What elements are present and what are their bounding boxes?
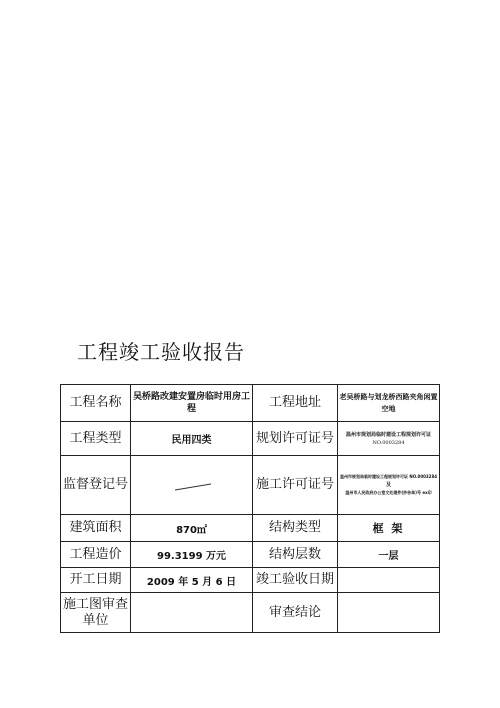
label-construction-permit: 施工许可证号 [253,456,338,515]
label-floor-count: 结构层数 [253,542,338,568]
table-row [61,593,440,633]
value-project-cost: 99.3199 万元 [131,542,253,568]
label-project-type: 工程类型 [61,422,131,456]
report-table [60,384,440,633]
value-building-area: 870㎡ [131,515,253,542]
value-project-type: 民用四类 [131,422,253,456]
blank-slash-mark [131,456,253,514]
value-review-unit [131,593,253,633]
value-project-name: 吴桥路改建安置房临时用房工程 [131,385,253,422]
label-project-address: 工程地址 [253,385,338,422]
table-row [61,385,440,422]
value-review-conclusion [338,593,440,633]
construction-permit-line2: 及 [385,482,391,488]
label-completion-date: 竣工验收日期 [253,568,338,593]
table-row [61,542,440,568]
label-building-area: 建筑面积 [61,515,131,542]
table-row [61,422,440,456]
value-start-date: 2009 年 5 月 6 日 [131,568,253,593]
value-project-address: 老吴桥路与划龙桥西路夹角闲置空地 [338,385,440,422]
label-start-date: 开工日期 [61,568,131,593]
label-review-unit-line2: 单位 [82,612,109,628]
construction-permit-line3: 温州市人民政府办公室文处理件(抄告单)号 ex印 [345,490,432,495]
label-project-cost: 工程造价 [61,542,131,568]
planning-permit-line1: 温州市规划局临时建设工程规划许可证 [345,431,431,438]
value-completion-date [338,568,440,593]
table-row [61,456,440,515]
label-review-conclusion: 审查结论 [253,593,338,633]
value-construction-permit [338,456,440,515]
table-row [61,515,440,542]
label-structure-type: 结构类型 [253,515,338,542]
label-review-unit [61,593,131,633]
construction-permit-line1: 温州市规划局临时建设工程规划许可证 NO.0003284 [339,474,438,479]
table-row [61,568,440,593]
label-review-unit-line1: 施工图审查 [62,596,128,612]
label-planning-permit: 规划许可证号 [253,422,338,456]
value-floor-count: 一层 [338,542,440,568]
value-planning-permit [338,422,440,456]
planning-permit-line2: NO.0003284 [372,439,405,446]
label-project-name: 工程名称 [61,385,131,422]
value-structure-type: 框 架 [338,515,440,542]
report-title: 工程竣工验收报告 [77,340,245,364]
label-supervision-number: 监督登记号 [61,456,131,515]
value-supervision-number [131,456,253,515]
